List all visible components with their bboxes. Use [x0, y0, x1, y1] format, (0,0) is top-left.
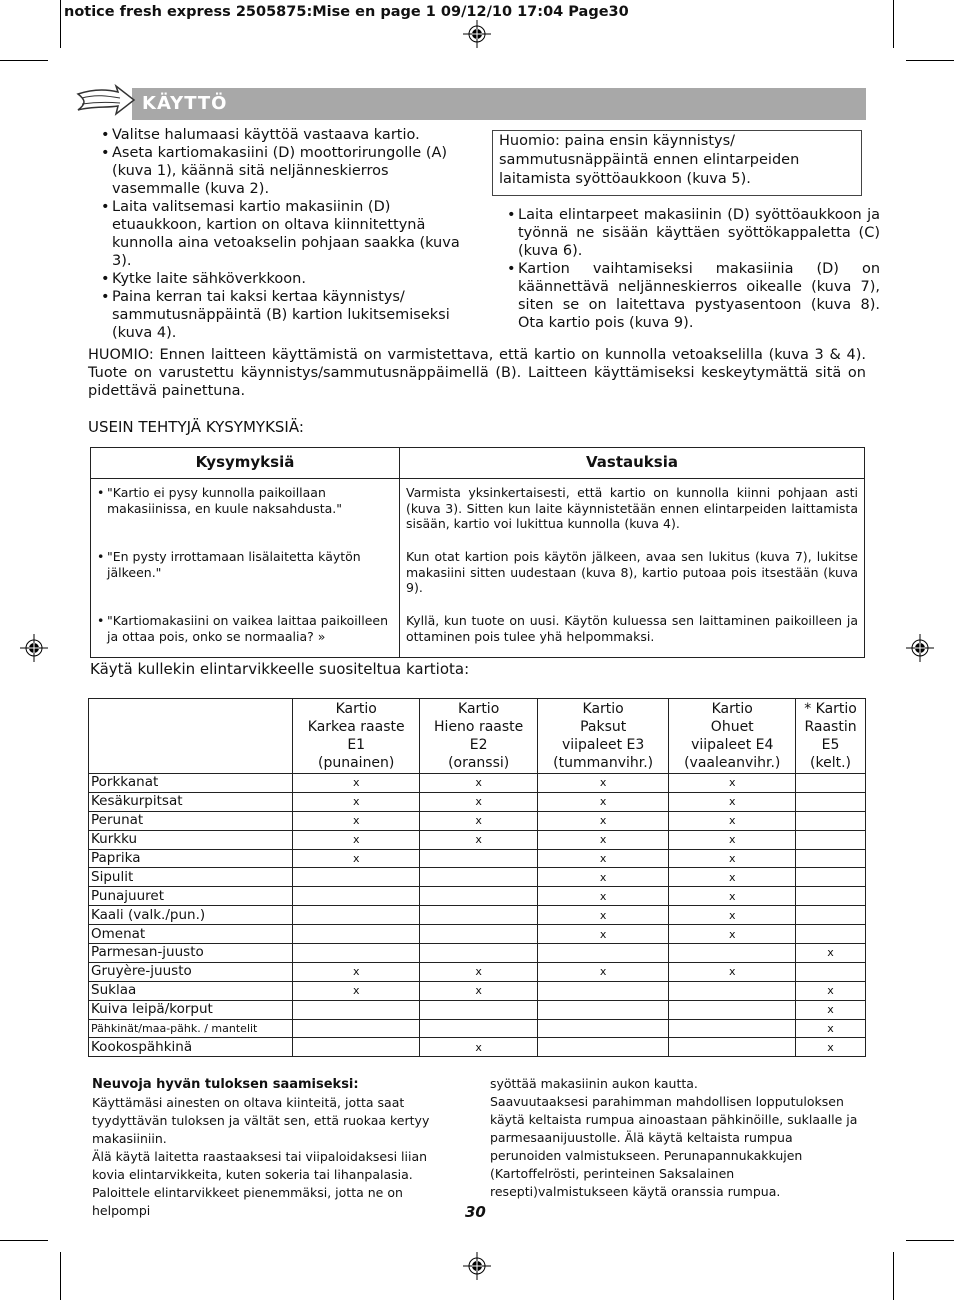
food-name: Punajuuret: [89, 887, 293, 906]
list-item: • Kytke laite sähköverkkoon.: [112, 270, 480, 288]
kartio-mark-cell: x: [537, 962, 668, 981]
kartio-mark-cell: [420, 925, 538, 944]
kartio-header-e1: [293, 699, 420, 774]
kartio-mark-cell: x: [537, 830, 668, 849]
kartio-mark-cell: x: [796, 1019, 866, 1038]
kartio-header-line: (oranssi): [448, 755, 510, 771]
table-row: [91, 611, 865, 658]
faq-answer: Varmista yksinkertaisesti, että kartio on kunnolla kiinni pohjaan asti (kuva 3). Sitten kun laite käynnistetään ennen elintarpeiden laittamista sisään, kartio voi lukittua kunnolla (kuva 4).: [400, 479, 865, 548]
kartio-mark-cell: [796, 887, 866, 906]
list-item: • Paina kerran tai kaksi kertaa käynnistys/ sammutusnäppäintä (B) kartion lukitsemiseksi (kuva 4).: [112, 288, 480, 342]
kartio-header-line: (vaaleanvihr.): [684, 755, 781, 771]
table-row: [89, 1019, 866, 1038]
table-row: [89, 868, 866, 887]
kartio-header-line: viipaleet E3: [561, 737, 645, 753]
kartio-mark-cell: x: [537, 811, 668, 830]
kartio-mark-cell: [669, 1038, 796, 1057]
crop-mark: [906, 60, 954, 61]
table-row: [89, 830, 866, 849]
food-name: Perunat: [89, 811, 293, 830]
kartio-mark-cell: x: [420, 792, 538, 811]
kartio-mark-cell: x: [669, 774, 796, 793]
table-row: [89, 1000, 866, 1019]
faq-question: • "Kartio ei pysy kunnolla paikoillaan makasiinissa, en kuule naksahdusta.": [97, 485, 393, 516]
list-item: • Laita elintarpeet makasiinin (D) syöttöaukkoon ja työnnä ne sisään käyttäen syöttökappaletta (C) (kuva 6).: [518, 206, 880, 260]
kartio-mark-cell: x: [669, 849, 796, 868]
kartio-mark-cell: [796, 906, 866, 925]
kartio-mark-cell: x: [420, 1038, 538, 1057]
kartio-mark-cell: x: [669, 887, 796, 906]
food-name: Kurkku: [89, 830, 293, 849]
faq-answer: Kyllä, kun tuote on uusi. Käytön kuluessa sen laittaminen paikoilleen ja ottaminen pois tulee yhä helpommaksi.: [400, 611, 865, 658]
faq-header-answers: Vastauksia: [400, 448, 865, 479]
tips-paragraph: Älä käytä laitetta raastaaksesi tai viipaloidaksesi liian kovia elintarvikkeita, kuten sokeria tai lihanpalasia.: [92, 1149, 428, 1182]
table-row: [89, 811, 866, 830]
kartio-mark-cell: [293, 1019, 420, 1038]
kartio-mark-cell: x: [669, 792, 796, 811]
table-row: [89, 944, 866, 963]
table-row: [89, 792, 866, 811]
table-row: [89, 1038, 866, 1057]
kartio-mark-cell: [796, 962, 866, 981]
kartio-mark-cell: [293, 906, 420, 925]
food-name: Omenat: [89, 925, 293, 944]
kartio-header-line: Kartio: [711, 701, 753, 717]
kartio-mark-cell: [420, 849, 538, 868]
tips-paragraph: Käyttämäsi ainesten on oltava kiinteitä, jotta saat tyydyttävän tuloksen ja vältät sen, että ruokaa kertyy makasiiniin.: [92, 1095, 430, 1146]
kartio-mark-cell: [669, 981, 796, 1000]
kartio-mark-cell: x: [537, 868, 668, 887]
tips-left: [92, 1076, 460, 1220]
kartio-mark-cell: x: [796, 944, 866, 963]
list-item: • Aseta kartiomakasiini (D) moottorirungolle (A) (kuva 1), käännä sitä neljänneskierros vasemmalle (kuva 2).: [112, 144, 480, 198]
food-name: Sipulit: [89, 868, 293, 887]
kartio-mark-cell: x: [537, 849, 668, 868]
kartio-mark-cell: x: [669, 962, 796, 981]
kartio-mark-cell: [669, 1019, 796, 1038]
kartio-header-line: (tummanvihr.): [553, 755, 654, 771]
kartio-mark-cell: [796, 925, 866, 944]
crop-mark: [0, 1240, 48, 1241]
food-name: Kuiva leipä/korput: [89, 1000, 293, 1019]
kartio-mark-cell: x: [293, 962, 420, 981]
kartio-mark-cell: x: [293, 792, 420, 811]
kartio-header-line: E5: [821, 737, 840, 753]
kartio-mark-cell: x: [796, 1038, 866, 1057]
kartio-mark-cell: [420, 906, 538, 925]
kartio-mark-cell: [537, 1019, 668, 1038]
crop-mark: [906, 1240, 954, 1241]
kartio-header-line: Karkea raaste: [307, 719, 405, 735]
kartio-mark-cell: [420, 1000, 538, 1019]
food-name: Kookospähkinä: [89, 1038, 293, 1057]
faq-title: USEIN TEHTYJÄ KYSYMYKSIÄ:: [88, 418, 304, 436]
kartio-header-line: Kartio: [458, 701, 500, 717]
kartio-header-line: viipaleet E4: [691, 737, 774, 753]
kartio-header-line: Ohuet: [710, 719, 754, 735]
kartio-mark-cell: [420, 887, 538, 906]
kartio-mark-cell: [420, 944, 538, 963]
kartio-header-e5: [796, 699, 866, 774]
kartio-mark-cell: x: [796, 981, 866, 1000]
kartio-mark-cell: x: [669, 925, 796, 944]
food-name: Parmesan-juusto: [89, 944, 293, 963]
kartio-header-line: Hieno raaste: [434, 719, 524, 735]
tips-paragraph: Paloittele elintarvikkeet pienemmäksi, jotta ne on helpompi: [92, 1185, 403, 1218]
kartio-mark-cell: [537, 1038, 668, 1057]
kartio-mark-cell: x: [293, 774, 420, 793]
kartio-header-line: Kartio: [582, 701, 624, 717]
page-number: 30: [465, 1203, 486, 1221]
kartio-mark-cell: x: [293, 830, 420, 849]
kartio-mark-cell: x: [293, 849, 420, 868]
faq-table: [90, 447, 865, 658]
kartio-header-e3: [537, 699, 668, 774]
kartio-mark-cell: [420, 1019, 538, 1038]
kartio-mark-cell: x: [293, 981, 420, 1000]
faq-question: • "En pysty irrottamaan lisälaitetta käytön jälkeen.": [97, 549, 393, 580]
kartio-mark-cell: x: [420, 830, 538, 849]
table-row: [89, 981, 866, 1000]
kartio-mark-cell: x: [537, 887, 668, 906]
print-header: notice fresh express 2505875:Mise en page 1 09/12/10 17:04 Page30: [64, 4, 629, 20]
kartio-mark-cell: [796, 792, 866, 811]
kartio-header-line: Kartio: [335, 701, 377, 717]
crop-mark: [893, 0, 894, 48]
kartio-mark-cell: x: [669, 906, 796, 925]
kartio-header-line: Paksut: [580, 719, 627, 735]
kartio-mark-cell: [669, 1000, 796, 1019]
kartio-header-e2: [420, 699, 538, 774]
food-name: Paprika: [89, 849, 293, 868]
section-title: KÄYTTÖ: [142, 93, 228, 114]
kartio-mark-cell: [293, 1038, 420, 1057]
kartio-header-line: E2: [469, 737, 488, 753]
section-bar: [132, 88, 866, 120]
kartio-mark-cell: x: [420, 811, 538, 830]
kartio-header-line: Raastin: [804, 719, 857, 735]
note-box: Huomio: paina ensin käynnistys/ sammutusnäppäintä ennen elintarpeiden laitamista syöttöaukkoon (kuva 5).: [492, 130, 862, 196]
kartio-mark-cell: x: [537, 774, 668, 793]
faq-question: • "Kartiomakasiini on vaikea laittaa paikoilleen ja ottaa pois, onko se normaalia? »: [97, 613, 393, 644]
kartio-header-line: (punainen): [318, 755, 395, 771]
kartio-mark-cell: [293, 925, 420, 944]
warning-paragraph: HUOMIO: Ennen laitteen käyttämistä on varmistettava, että kartio on kunnolla vetoakselilla (kuva 3 & 4). Tuote on varustettu käynnistys/sammutusnäppäimellä (B). Laitteen käyttämiseksi keskeytymättä sitä on pidettävä painettuna.: [88, 347, 866, 399]
kartio-mark-cell: [293, 944, 420, 963]
table-row: [91, 547, 865, 611]
tips-paragraph: Saavuutaaksesi parahimman mahdollisen lopputuloksen käytä keltaista rumpua ainoastaan pähkinöille, suklaalle ja parmesaanijuustolle. Älä käytä keltaista rumpua perunoiden valmistukseen. Perunapannukakkujen (Kartoffelrösti, perinteinen Saksalainen resepti)valmistukseen käytä oranssia rumpua.: [490, 1094, 858, 1199]
kartio-mark-cell: [293, 868, 420, 887]
registration-mark-icon: [20, 634, 48, 662]
table-row: [89, 774, 866, 793]
kartio-table: [88, 698, 866, 1057]
kartio-mark-cell: x: [537, 906, 668, 925]
crop-mark: [60, 1252, 61, 1300]
tips-paragraph: syöttää makasiinin aukon kautta.: [490, 1076, 698, 1091]
food-name: Pähkinät/maa-pähk. / mantelit: [89, 1019, 293, 1038]
crop-mark: [0, 60, 48, 61]
tips-right: [490, 1075, 866, 1201]
kartio-mark-cell: [796, 849, 866, 868]
crop-mark: [893, 1252, 894, 1300]
kartio-mark-cell: x: [420, 774, 538, 793]
arrow-icon: [76, 84, 136, 120]
kartio-mark-cell: [537, 1000, 668, 1019]
kartio-mark-cell: [669, 944, 796, 963]
kartio-header-line: (kelt.): [810, 755, 852, 771]
kartio-mark-cell: x: [669, 830, 796, 849]
list-item: • Kartion vaihtamiseksi makasiinia (D) on käännettävä neljänneskierros oikealle (kuva 7), siten se on laitettava pystyasentoon (kuva 8). Ota kartio pois (kuva 9).: [518, 260, 880, 332]
food-name: Kesäkurpitsat: [89, 792, 293, 811]
kartio-header-line: * Kartio: [804, 701, 857, 717]
food-name: Gruyère-juusto: [89, 962, 293, 981]
food-name: Suklaa: [89, 981, 293, 1000]
table-row: [89, 887, 866, 906]
list-item: • Valitse halumaasi käyttöä vastaava kartio.: [112, 126, 480, 144]
kartio-mark-cell: [796, 830, 866, 849]
kartio-table-title: Käytä kullekin elintarvikkeelle suositeltua kartiota:: [90, 660, 470, 678]
table-row: [89, 906, 866, 925]
faq-header-questions: Kysymyksiä: [91, 448, 400, 479]
kartio-mark-cell: x: [537, 792, 668, 811]
food-name: Kaali (valk./pun.): [89, 906, 293, 925]
kartio-mark-cell: [537, 944, 668, 963]
right-instructions: [504, 206, 880, 332]
kartio-mark-cell: x: [420, 962, 538, 981]
kartio-mark-cell: x: [669, 811, 796, 830]
tips-title: Neuvoja hyvän tuloksen saamiseksi:: [92, 1077, 359, 1092]
kartio-mark-cell: [796, 774, 866, 793]
kartio-mark-cell: x: [537, 925, 668, 944]
left-instructions: [98, 126, 480, 342]
kartio-mark-cell: [293, 887, 420, 906]
kartio-mark-cell: [537, 981, 668, 1000]
faq-answer: Kun otat kartion pois käytön jälkeen, avaa sen lukitus (kuva 7), lukitse makasiini sitten uudestaan (kuva 8), kartio putoaa pois itsestään (kuva 9).: [400, 547, 865, 611]
kartio-mark-cell: [293, 1000, 420, 1019]
kartio-mark-cell: x: [796, 1000, 866, 1019]
table-row: [91, 479, 865, 548]
registration-mark-icon: [463, 20, 491, 48]
kartio-mark-cell: x: [293, 811, 420, 830]
kartio-mark-cell: [796, 811, 866, 830]
kartio-mark-cell: x: [420, 981, 538, 1000]
table-row: [89, 962, 866, 981]
kartio-mark-cell: x: [669, 868, 796, 887]
kartio-header-line: E1: [347, 737, 366, 753]
table-row: [89, 849, 866, 868]
registration-mark-icon: [463, 1252, 491, 1280]
crop-mark: [60, 0, 61, 48]
table-row: [89, 925, 866, 944]
kartio-header-e4: [669, 699, 796, 774]
food-name: Porkkanat: [89, 774, 293, 793]
kartio-mark-cell: [796, 868, 866, 887]
list-item: • Laita valitsemasi kartio makasiinin (D) etuaukkoon, kartion on oltava kiinnitettynä kunnolla aina vetoakselin pohjaan saakka (kuva 3).: [112, 198, 480, 270]
kartio-header-empty: [89, 699, 293, 774]
kartio-mark-cell: [420, 868, 538, 887]
registration-mark-icon: [906, 634, 934, 662]
